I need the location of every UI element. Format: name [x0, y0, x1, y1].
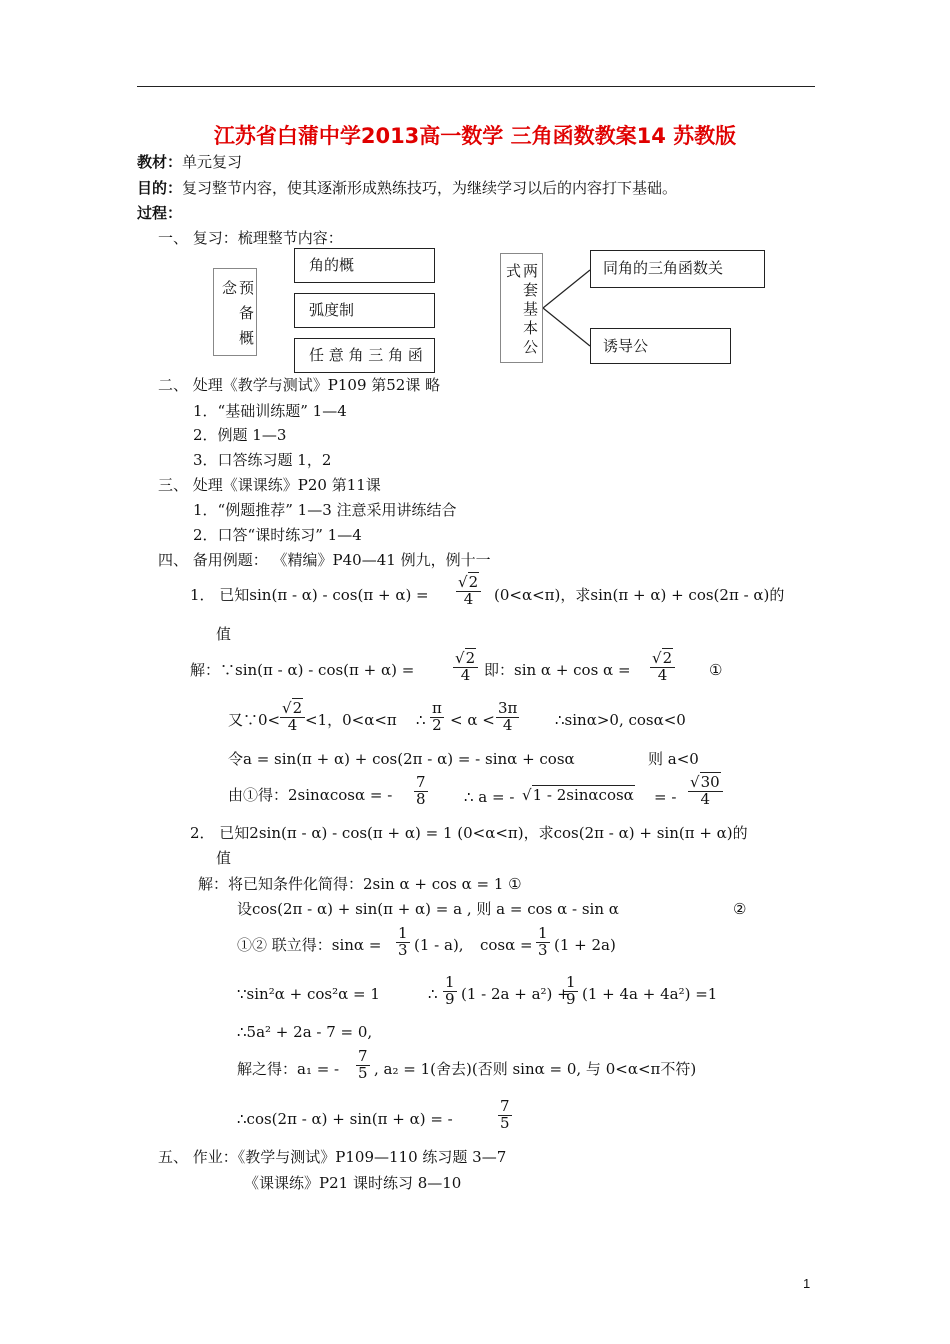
- ex2-step1: 解：将已知条件化简得：2sin α + cos α = 1 ①: [198, 875, 522, 893]
- ex1-frac-sqrt30-over-4: $\frac{√30}{4}$: [686, 775, 725, 808]
- section-3-heading: 三、 处理《课课练》P20 第11课: [158, 476, 381, 494]
- ex1-circle-1: ①: [709, 661, 723, 679]
- section-3-item: 2．口答“课时练习” 1—4: [193, 526, 362, 544]
- ex2-frac-1-over-9: $\frac{1}{9}$: [566, 973, 576, 1008]
- ex2-step7a: ∴cos(2π - α) + sin(π + α) = -: [237, 1110, 453, 1128]
- goal-value: 复习整节内容，使其逐渐形成熟练技巧，为继续学习以后的内容打下基础。: [182, 179, 678, 197]
- ex1-step1a: 解：∵sin(π - α) - cos(π + α) =: [190, 661, 415, 679]
- ex2-question-b: 值: [216, 849, 232, 867]
- left-root-char: 备: [239, 304, 255, 322]
- page-number: 1: [803, 1276, 811, 1291]
- ex1-question-a: 1． 已知sin(π - α) - cos(π + α) =: [190, 586, 429, 604]
- ex1-frac-7-over-8: $\frac{7}{8}$: [416, 773, 426, 808]
- ex2-step2a: 设cos(2π - α) + sin(π + α) = a , 则 a = cos α - sin α: [237, 900, 619, 918]
- material-value: 单元复习: [182, 153, 243, 171]
- ex1-frac-sqrt2-over-4: $\frac{√2}{4}$: [454, 575, 483, 608]
- ex2-step3b: (1 - a),: [414, 936, 464, 954]
- ex1-frac: $\frac{√2}{4}$: [278, 701, 307, 734]
- diagram-item-radian: 弧度制: [294, 293, 435, 328]
- ex1-frac: $\frac{√2}{4}$: [451, 651, 480, 684]
- ex1-step4d: = -: [654, 788, 677, 806]
- section-4-heading: 四、 备用例题： 《精编》P40—41 例九，例十一: [158, 551, 491, 569]
- ex2-frac-7-over-5: $\frac{7}{5}$: [358, 1047, 368, 1082]
- left-root-char: 念: [222, 279, 238, 297]
- right-root-char: 公: [523, 338, 539, 356]
- ex1-frac-3pi-over-4: $\frac{3\pi}{4}$: [498, 699, 518, 734]
- ex1-step4b: ∴ a = -: [464, 788, 515, 806]
- section-5-line2: 《课课练》P21 课时练习 8—10: [244, 1174, 462, 1192]
- ex2-step4c: (1 - 2a + a²) +: [461, 985, 570, 1003]
- ex2-step2b: ②: [733, 900, 747, 918]
- ex1-question-b: (0<α<π)，求sin(π + α) + cos(2π - α)的: [494, 586, 785, 604]
- goal-label: 目的：: [137, 179, 183, 197]
- ex2-question-a: 2． 已知2sin(π - α) - cos(π + α) = 1 (0<α<π)，求cos(2π - α) + sin(π + α)的: [190, 824, 748, 842]
- ex2-step4d: (1 + 4a + 4a²) =1: [582, 985, 718, 1003]
- ex2-step6b: , a₂ = 1(舍去)(否则 sinα = 0, 与 0<α<π不符): [374, 1060, 697, 1078]
- diagram-right-root: [500, 253, 543, 363]
- right-root-char: 两: [523, 262, 539, 280]
- ex2-step3d: (1 + 2a): [554, 936, 616, 954]
- diagram-item-trig-function: 任 意 角 三 角 函: [294, 338, 435, 373]
- ex2-step3a: ①② 联立得：sinα =: [237, 936, 382, 954]
- ex1-step2a: 又∵0<: [228, 711, 281, 729]
- section-3-item: 1．“例题推荐” 1—3 注意采用讲练结合: [193, 501, 457, 519]
- ex2-frac-1-over-3: $\frac{1}{3}$: [398, 924, 408, 959]
- section-1-heading: 一、 复习：梳理整节内容：: [158, 229, 343, 247]
- section-2-heading: 二、 处理《教学与测试》P109 第52课 略: [158, 376, 441, 394]
- ex1-step2d: < α <: [450, 711, 495, 729]
- section-2-item: 3．口答练习题 1，2: [193, 451, 332, 469]
- diagram-item-angle: 角的概: [294, 248, 435, 283]
- right-root-char: 基: [523, 300, 539, 318]
- left-root-char: 概: [239, 329, 255, 347]
- right-root-char: 式: [506, 262, 522, 280]
- diagram-item-identity: 同角的三角函数关: [590, 250, 765, 288]
- ex2-step5: ∴5a² + 2a - 7 = 0,: [237, 1023, 373, 1041]
- ex1-frac: $\frac{√2}{4}$: [648, 651, 677, 684]
- ex1-step2b: <1，0<α<π: [305, 711, 397, 729]
- right-root-char: 套: [523, 281, 539, 299]
- ex2-frac-1-over-3: $\frac{1}{3}$: [538, 924, 548, 959]
- ex1-question-c: 值: [216, 625, 232, 643]
- ex2-step3c: cosα =: [480, 936, 533, 954]
- material-label: 教材：: [137, 153, 183, 171]
- ex2-step6a: 解之得：a₁ = -: [237, 1060, 340, 1078]
- section-5-line1: 五、 作业：《教学与测试》P109—110 练习题 3—7: [158, 1148, 507, 1166]
- left-root-char: 预: [239, 279, 255, 297]
- ex2-frac-1-over-9: $\frac{1}{9}$: [445, 973, 455, 1008]
- right-root-char: 本: [523, 319, 539, 337]
- section-2-item: 1．“基础训练题” 1—4: [193, 402, 347, 420]
- ex2-frac-7-over-5: $\frac{7}{5}$: [500, 1097, 510, 1132]
- ex1-step1b: 即：sin α + cos α =: [484, 661, 631, 679]
- ex1-step3b: 则 a<0: [648, 750, 699, 768]
- process-label: 过程：: [137, 204, 183, 222]
- ex1-frac-pi-over-2: $\frac{\pi}{2}$: [432, 699, 442, 734]
- ex1-step2c: ∴: [416, 711, 426, 729]
- connector-line: [543, 270, 590, 308]
- section-2-item: 2．例题 1—3: [193, 426, 287, 444]
- ex1-step3a: 令a = sin(π + α) + cos(2π - α) = - sinα + cosα: [228, 750, 575, 768]
- ex1-sqrt-expr: √1 - 2sinαcosα: [522, 786, 634, 804]
- ex2-step4b: ∴: [428, 985, 438, 1003]
- ex1-step2e: ∴sinα>0, cosα<0: [555, 711, 686, 729]
- diagram-item-induction: 诱导公: [590, 328, 731, 364]
- diagram-left-root: [213, 268, 257, 356]
- connector-line: [543, 308, 590, 346]
- ex2-step4a: ∵sin²α + cos²α = 1: [237, 985, 380, 1003]
- ex1-step4a: 由①得：2sinαcosα = -: [228, 786, 393, 804]
- document-title: 江苏省白蒲中学2013高一数学 三角函数教案14 苏教版: [213, 124, 737, 148]
